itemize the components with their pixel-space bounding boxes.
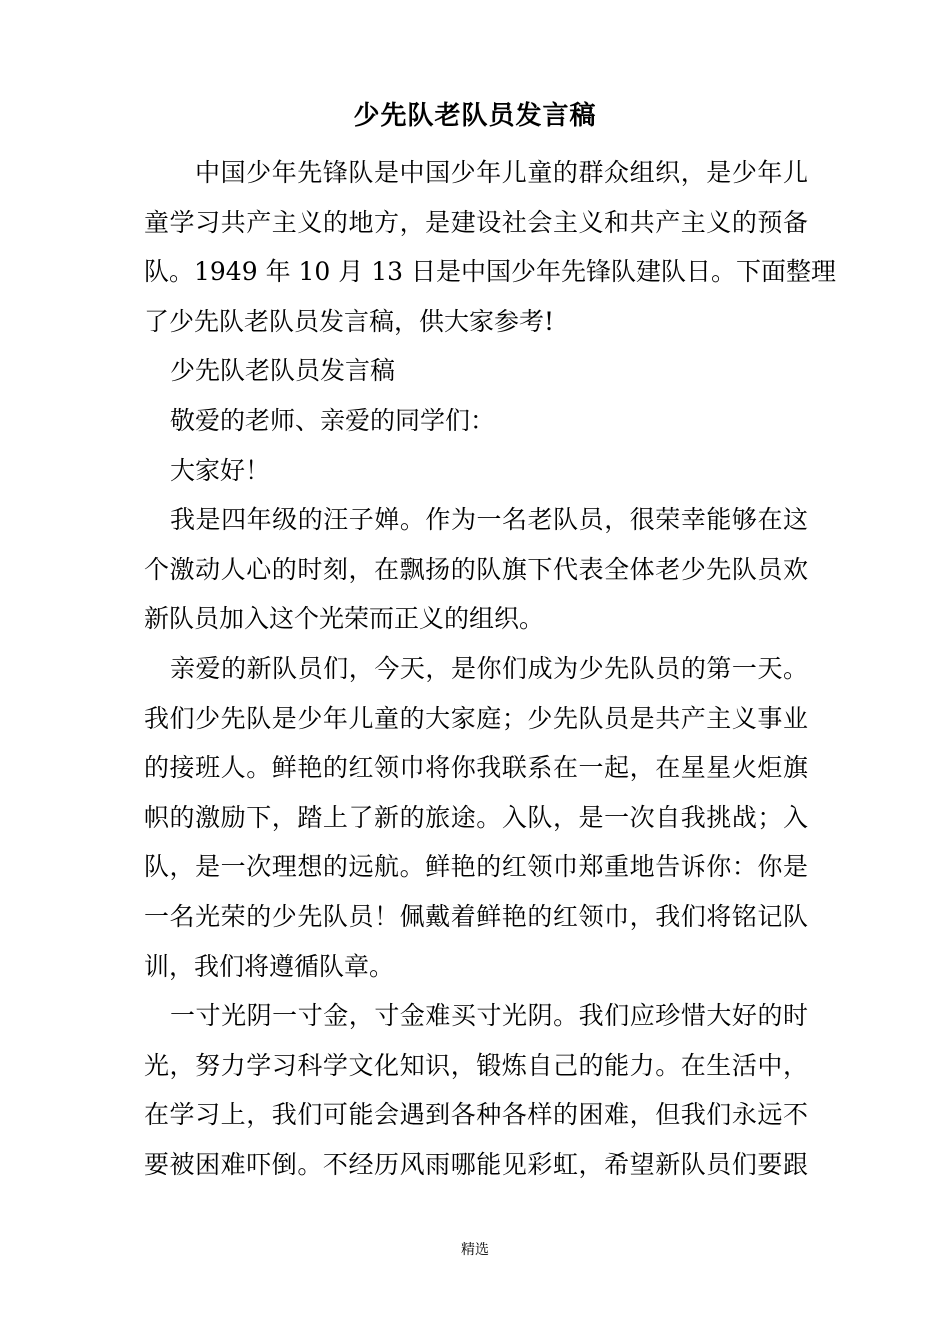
text-line: 亲爱的新队员们，今天，是你们成为少先队员的第一天。 [170,653,808,683]
text-line: 队，是一次理想的远航。鲜艳的红领巾郑重地告诉你：你是 [144,852,808,882]
text-line: 个激动人心的时刻，在飘扬的队旗下代表全体老少先队员欢 [144,554,808,584]
text-line: 在学习上，我们可能会遇到各种各样的困难，但我们永远不 [144,1100,808,1130]
text-line: 中国少年先锋队是中国少年儿童的群众组织，是少年儿 [195,158,808,187]
text-line: 了少先队老队员发言稿，供大家参考! [144,306,555,336]
text-line: 帜的激励下，踏上了新的旅途。入队，是一次自我挑战；入 [144,802,808,832]
document-body [144,148,836,1189]
text-line: 新队员加入这个光荣而正义的组织。 [144,604,545,634]
text-line: 要被困难吓倒。不经历风雨哪能见彩虹，希望新队员们要跟 [144,1149,808,1179]
text-line: 光，努力学习科学文化知识，锻炼自己的能力。在生活中， [144,1050,808,1080]
page-footer: 精选 [461,1242,489,1258]
text-line: 训，我们将遵循队章。 [144,951,395,981]
greeting: 大家好！ [170,455,271,485]
text-line: 队。1949 年 10 月 13 日是中国少年先锋队建队日。下面整理 [144,257,836,287]
text-line: 一寸光阴一寸金，寸金难买寸光阴。我们应珍惜大好的时 [170,1001,808,1031]
section-heading: 少先队老队员发言稿 [170,356,396,386]
text-line: 的接班人。鲜艳的红领巾将你我联系在一起，在星星火炬旗 [144,753,808,783]
text-line: 童学习共产主义的地方，是建设社会主义和共产主义的预备 [144,207,808,237]
text-line: 我是四年级的汪子婵。作为一名老队员，很荣幸能够在这 [170,505,808,535]
text-line: 一名光荣的少先队员！佩戴着鲜艳的红领巾，我们将铭记队 [144,901,808,931]
text-line: 我们少先队是少年儿童的大家庭；少先队员是共产主义事业 [144,703,808,733]
salutation: 敬爱的老师、亲爱的同学们： [170,405,496,435]
page-title: 少先队老队员发言稿 [353,101,597,131]
